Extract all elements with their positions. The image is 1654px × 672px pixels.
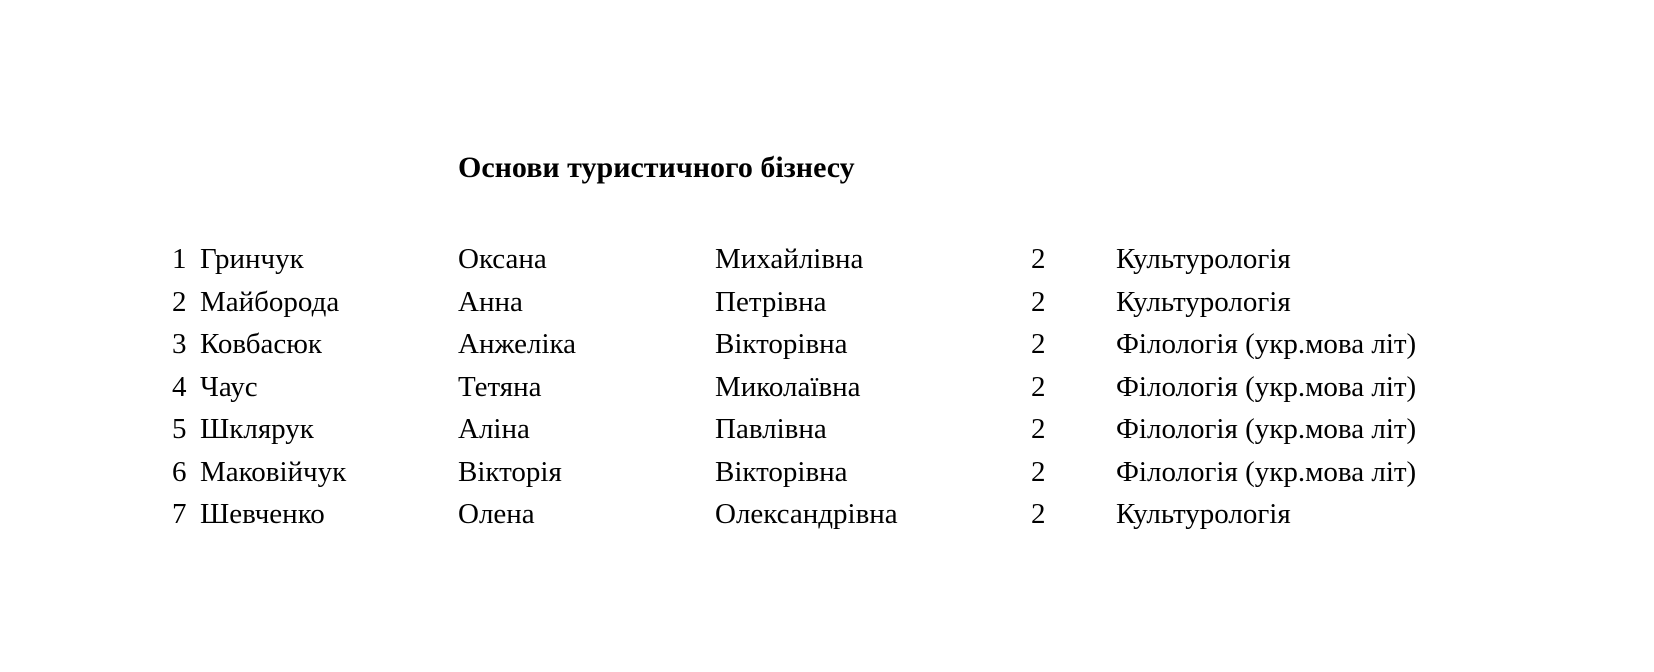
student-surname: Майборода xyxy=(200,285,340,318)
document-title: Основи туристичного бізнесу xyxy=(458,151,855,184)
student-patronymic: Вікторівна xyxy=(715,455,848,488)
student-course: 2 xyxy=(1031,285,1046,318)
roster-row xyxy=(0,366,1654,409)
student-surname: Маковійчук xyxy=(200,455,347,488)
roster-row xyxy=(0,451,1654,494)
student-patronymic: Миколаївна xyxy=(715,370,861,403)
student-specialty: Філологія (укр.мова літ) xyxy=(1116,455,1417,488)
student-surname: Ковбасюк xyxy=(200,328,322,360)
student-first-name: Анна xyxy=(458,285,523,318)
student-patronymic: Вікторівна xyxy=(715,328,848,360)
student-specialty: Культурологія xyxy=(1116,498,1291,530)
student-surname: Гринчук xyxy=(200,243,304,275)
student-specialty: Культурологія xyxy=(1116,243,1291,275)
row-number: 6 xyxy=(172,455,187,488)
roster-row xyxy=(0,323,1654,366)
roster-row xyxy=(0,281,1654,324)
student-patronymic: Петрівна xyxy=(715,285,827,318)
row-number: 3 xyxy=(172,328,187,360)
roster-row xyxy=(0,238,1654,281)
student-course: 2 xyxy=(1031,328,1046,360)
row-number: 2 xyxy=(172,285,187,318)
student-course: 2 xyxy=(1031,455,1046,488)
student-specialty: Філологія (укр.мова літ) xyxy=(1116,370,1417,403)
student-course: 2 xyxy=(1031,243,1046,275)
student-surname: Шклярук xyxy=(200,413,314,445)
row-number: 4 xyxy=(172,370,187,403)
roster-row xyxy=(0,408,1654,451)
student-specialty: Культурологія xyxy=(1116,285,1291,318)
student-patronymic: Олександрівна xyxy=(715,498,898,530)
student-first-name: Тетяна xyxy=(458,370,542,403)
student-first-name: Вікторія xyxy=(458,455,562,488)
student-specialty: Філологія (укр.мова літ) xyxy=(1116,413,1417,445)
student-course: 2 xyxy=(1031,370,1046,403)
student-first-name: Аліна xyxy=(458,413,530,445)
student-first-name: Анжеліка xyxy=(458,328,577,360)
student-surname: Шевченко xyxy=(200,498,325,530)
student-roster xyxy=(0,238,1654,536)
student-first-name: Оксана xyxy=(458,243,547,275)
student-patronymic: Павлівна xyxy=(715,413,827,445)
student-surname: Чаус xyxy=(200,370,258,403)
student-specialty: Філологія (укр.мова літ) xyxy=(1116,328,1417,360)
row-number: 1 xyxy=(172,243,187,275)
row-number: 7 xyxy=(172,498,187,530)
student-course: 2 xyxy=(1031,413,1046,445)
student-course: 2 xyxy=(1031,498,1046,530)
student-first-name: Олена xyxy=(458,498,535,530)
roster-row xyxy=(0,493,1654,536)
row-number: 5 xyxy=(172,413,187,445)
student-patronymic: Михайлівна xyxy=(715,243,864,275)
